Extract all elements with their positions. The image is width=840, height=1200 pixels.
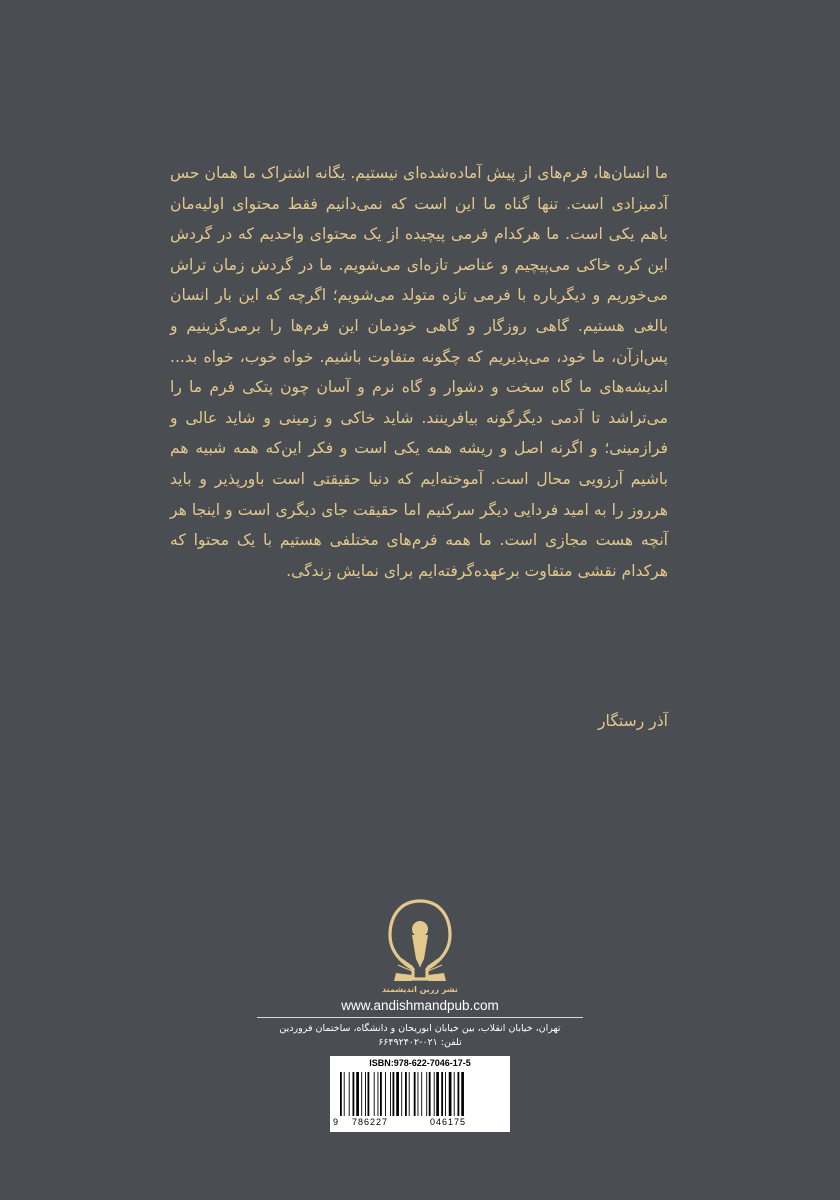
isbn-barcode-box: [330, 1056, 510, 1132]
barcode-bar: [458, 1072, 460, 1116]
publisher-address: تهران، خیابان انقلاب، بین خیابان ابوریحان و دانشگاه، ساختمان فروردین: [279, 1023, 561, 1034]
barcode-bar: [340, 1072, 342, 1116]
barcode-bar: [461, 1072, 464, 1116]
barcode-bar: [374, 1072, 375, 1116]
barcode-bar: [454, 1072, 455, 1116]
barcode-bar: [353, 1072, 355, 1116]
barcode-bar: [385, 1072, 386, 1116]
barcode-bar: [414, 1072, 416, 1116]
barcode-digit-first: 9: [333, 1117, 339, 1127]
barcode-bar: [356, 1072, 359, 1116]
barcode-bar: [393, 1072, 395, 1116]
barcode-bar: [390, 1072, 391, 1116]
barcode-bar: [344, 1072, 345, 1116]
barcode-bar: [418, 1072, 419, 1116]
publisher-name: نشر زرین اندیشمند: [382, 985, 458, 994]
back-cover-text: [170, 158, 668, 586]
barcode-bar: [365, 1072, 366, 1116]
publisher-logo: [382, 895, 458, 995]
divider-line: [257, 1017, 583, 1018]
barcode-bar: [380, 1072, 382, 1116]
barcode-bar: [396, 1072, 399, 1116]
barcode-bar: [405, 1072, 407, 1116]
barcode-bar: [378, 1072, 379, 1116]
barcode-bar: [441, 1072, 443, 1116]
barcode-digits-left: 786227: [352, 1117, 389, 1127]
barcode-bar: [449, 1072, 452, 1116]
barcode-bar: [445, 1072, 446, 1116]
barcode-bar: [401, 1072, 402, 1116]
barcode-bar: [368, 1072, 370, 1116]
publisher-phone: تلفن: ۰۲۱-۶۶۴۹۲۴۰۲: [378, 1037, 462, 1048]
publisher-website: www.andishmandpub.com: [341, 998, 499, 1013]
author-name: آذر رستگار: [598, 712, 668, 730]
barcode-bar: [434, 1072, 435, 1116]
barcode-digits-right: 046175: [430, 1117, 467, 1127]
body-paragraph: ما انسان‌ها، فرم‌های از پیش آماده‌شده‌ای نیستیم. یگانه اشتراک ما همان حس آدمیزادی است. تنها گناه ما این است که نمی‌دانیم فقط محتوای اولیه‌مان باهم یکی است. ما هرکدام فرمی پیچیده از یک محتوای واحدیم که در گردش این کره خاکی می‌پیچیم و عناصر تازه‌ای می‌شویم. ما در گردش زمان تراش می‌خوریم و دیگرباره با فرمی تازه متولد می‌شویم؛ اگرچه که این بار انسان بالغی هستیم. گاهی روزگار و گاهی خودمان این فرم‌ها را برمی‌گزینیم و پس‌ازآن، ما خود، می‌پذیریم که چگونه متفاوت باشیم. خواه خوب، خواه بد... اندیشه‌های ما گاه سخت و دشوار و گاه نرم و آسان چون پتکی فرم ما را می‌تراشد تا آدمی دیگرگونه بیافرینند. شاید خاکی و زمینی و شاید عالی و فرازمینی؛ و اگرنه اصل و ریشه همه یکی است و فکر این‌که همه شبیه هم باشیم آرزویی محال است. آموخته‌ایم که دنیا حقیقتی است باورپذیر و باید هرروز را به امید فردایی دیگر سرکنیم اما حقیقت جای دیگری است و اینجا هر آنچه هست مجازی است. ما همه فرم‌های مختلفی هستیم با یک محتوا که هرکدام نقشی متفاوت برعهده‌گرفته‌ایم برای نمایش زندگی.: [170, 164, 668, 580]
barcode-bar: [349, 1072, 350, 1116]
barcode-bar: [436, 1072, 439, 1116]
barcode-bar: [426, 1072, 427, 1116]
barcode-bar: [429, 1072, 431, 1116]
barcode-bar: [361, 1072, 362, 1116]
barcode: [338, 1072, 502, 1116]
barcode-bar: [421, 1072, 422, 1116]
isbn-label: ISBN:978-622-7046-17-5: [369, 1058, 471, 1068]
barcode-bar: [409, 1072, 410, 1116]
